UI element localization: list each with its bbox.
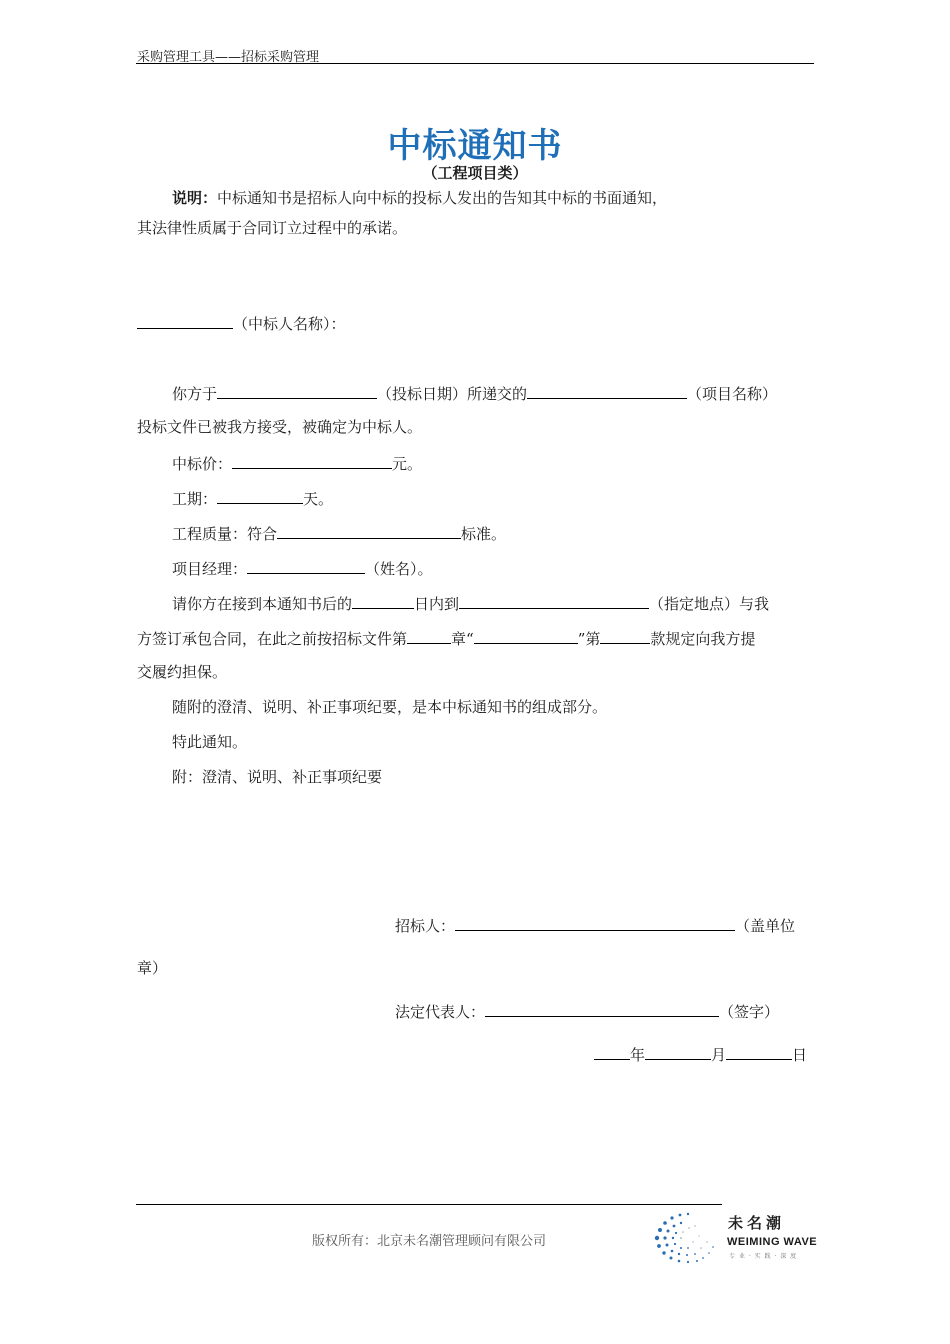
para1-line1: [172, 382, 777, 404]
legal-rep-sign-line: [395, 1000, 779, 1022]
period-unit: 天。: [303, 490, 334, 508]
para5: 附：澄清、说明、补正事项纪要: [172, 768, 383, 786]
location-blank[interactable]: [459, 592, 649, 609]
document-title: 中标通知书: [387, 126, 563, 166]
period-label: 工期：: [172, 490, 218, 508]
document-subtitle: （工程项目类）: [422, 164, 528, 182]
footer-divider: [136, 1204, 722, 1205]
manager-label: 项目经理：: [172, 560, 248, 578]
price-blank[interactable]: [232, 452, 392, 469]
para2-line3: 交履约担保。: [137, 663, 228, 681]
para2-line2: [137, 627, 755, 649]
quality-line: [172, 522, 506, 544]
legal-rep-suffix: （签字）: [719, 1003, 780, 1021]
day-blank[interactable]: [726, 1043, 792, 1060]
para2-text-a: 请你方在接到本通知书后的: [172, 595, 353, 613]
logo-tagline: 专 业 · 实 践 · 深 度: [729, 1253, 798, 1260]
period-line: [172, 487, 333, 509]
quality-label: 工程质量：符合: [172, 525, 278, 543]
note-label: 说明：: [172, 189, 218, 207]
winner-name-blank[interactable]: [137, 312, 233, 329]
days-blank[interactable]: [352, 592, 414, 609]
tenderer-suffix: （盖单位: [735, 917, 796, 935]
chapter-title-blank[interactable]: [474, 627, 578, 644]
para2-text-g: 款规定向我方提: [650, 630, 756, 648]
para2-text-f: ”第: [577, 630, 601, 648]
para1-text-a: 你方于: [172, 385, 218, 403]
para4: 特此通知。: [172, 733, 248, 751]
para1-text-b: （投标日期）所递交的: [377, 385, 528, 403]
note-text-1: 中标通知书是招标人向中标的投标人发出的告知其中标的书面通知，: [217, 189, 668, 207]
para3: 随附的澄清、说明、补正事项纪要，是本中标通知书的组成部分。: [172, 698, 608, 716]
para2-text-b: 日内到: [414, 595, 460, 613]
price-line: [172, 452, 422, 474]
quality-unit: 标准。: [461, 525, 507, 543]
manager-unit: （姓名）。: [365, 560, 433, 578]
footer-copyright: 版权所有：北京未名潮管理顾问有限公司: [312, 1234, 547, 1249]
header-divider: [136, 63, 814, 64]
quality-blank[interactable]: [277, 522, 461, 539]
para2-text-c: （指定地点）与我: [649, 595, 770, 613]
chapter-blank[interactable]: [407, 627, 451, 644]
legal-rep-blank[interactable]: [485, 1000, 719, 1017]
tenderer-suffix-wrap: 章）: [137, 959, 168, 977]
day-label: 日: [792, 1046, 808, 1064]
logo-chinese-name: 未名潮: [728, 1214, 786, 1232]
month-label: 月: [711, 1046, 727, 1064]
manager-line: [172, 557, 433, 579]
header-title: 采购管理工具——招标采购管理: [137, 50, 320, 65]
tenderer-blank[interactable]: [455, 914, 735, 931]
project-name-blank[interactable]: [527, 382, 687, 399]
year-label: 年: [630, 1046, 646, 1064]
clause-blank[interactable]: [600, 627, 650, 644]
logo-english-name: WEIMING WAVE: [727, 1236, 818, 1248]
note-line-2: 其法律性质属于合同订立过程中的承诺。: [137, 219, 408, 237]
para1-text-c: （项目名称）: [687, 385, 778, 403]
month-blank[interactable]: [645, 1043, 711, 1060]
manager-blank[interactable]: [247, 557, 365, 574]
tenderer-sign-line: [395, 914, 795, 936]
addressee-suffix: （中标人名称）：: [233, 315, 346, 333]
price-label: 中标价：: [172, 455, 233, 473]
year-blank[interactable]: [594, 1043, 630, 1060]
date-line: [594, 1043, 807, 1065]
period-blank[interactable]: [217, 487, 303, 504]
para2-line1: [172, 592, 769, 614]
bid-date-blank[interactable]: [217, 382, 377, 399]
addressee-line: [137, 312, 346, 334]
legal-rep-label: 法定代表人：: [395, 1003, 486, 1021]
tenderer-label: 招标人：: [395, 917, 456, 935]
para2-text-d: 方签订承包合同，在此之前按招标文件第: [137, 630, 408, 648]
price-unit: 元。: [392, 455, 423, 473]
para2-text-e: 章“: [451, 630, 474, 648]
para1-line2: 投标文件已被我方接受，被确定为中标人。: [137, 418, 423, 436]
note-line-1: [172, 188, 667, 208]
